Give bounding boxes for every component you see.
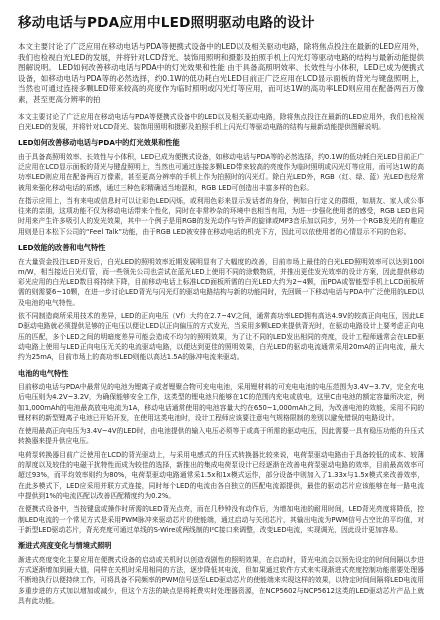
paragraph: 在指示应用上，当有来电或信息时可以让彩色LED闪烁，或利用色彩来显示发话者的身份，例如自行定义的群组，如朋友、家人或公事往来的亲朋，这项功能不仅为移动电话带来个性化，同时在非常吵杂的环境中也相当有用，为进一步强化使用者的感受，RGB LED也同时用来产生许多吸引人的发光效果，其中一个例子是用RGB的发光动作与铃声的旋律或MP3音乐加以同步，另外一个RGB发光的有趣应用则是日本松下公司的“Feel Talk”功能，由于RGB LED被安排在移动电话的机壳下方，因此可以依使用者的心情显示不同的色彩。 [18, 196, 424, 236]
paragraph: 在便携式设备中，当按键盘或操作时所需的LED背光点亮，而在几秒钟没有动作后，为增加电池的耐用时间，LED背光亮度将降低，控制LED电流的一个常见方式是采用PWM脉冲来驱动芯片的使能端，通过启动与关闭芯片，其输出电流为PWM信号占空比的平均值，对于新型LED驱动芯片，背光亮度可通过单线的S-Wire或两线制的I²C接口来调整，改变LED电流，实现调光，因此设计更加容易。 [18, 505, 424, 534]
section-heading: LED如何改善移动电话与PDA中的灯光效果和性能 [18, 138, 180, 148]
paragraph: 电荷泵转换器目前广泛使用在LCD的背光驱动上，与采用电感式的升压式转换器比较来说，电荷泵驱动电路由于具备较低的成本、较薄的厚度以及较佳的电磁干扰特性而成为较佳的选择，新推出的集成电荷泵设计已经逐渐在改善电荷泵驱动电路的效率，目前最高效率可超过93%，而平均效率则约为80%，电荷泵驱动电路通常采1.5x和1x模式运作，部分设备中则加入了1.33x与1.5x模式来改善效率，在此多模式下，LED应采用并联方式连接，同时每个LED的电流由各自独立的匹配电流源提供，最佳的驱动芯片应该能够在每一路电流中提供到1%的电流匹配以改善匹配精度约为0.2%。 [18, 450, 424, 500]
section-battery-characteristics [18, 369, 424, 536]
section-led-efficiency [18, 243, 424, 362]
intro-paragraph: 本文主要讨论了广泛应用在移动电话与PDA等便携式设备中的LED以及相关驱动电路，除将焦点投注在最新的LED应用外，我们也检视白光LED的发展，并将针对LCD背光、装饰用照明和摄影及拍照手机上闪光灯等驱动电路的结构与最新动能提供图解说明。 [18, 112, 424, 131]
paragraph: 渐进式亮度变化主要应用在便携式设备的启动或关机时以创造戏剧性的照明效果，在启动时，背光电流会以预先设定的时间间隔以步进方式逐渐增加到最大值，同样在关机时采用相同的方法，逐步降低其电流，但如果通过软件方式来实现渐进式亮度控制功能需要处理器不断地执行以便持续工作，可将具备不同频率的PWM信号送至LED驱动芯片的使能端来实现这样的效果，以特定时间间隔将LED电流用多重步进的方式加以增加或减少，但这个方法的缺点是将耗费实时处理器资源，在NCP5602与NCP5612这类的LED驱动芯片产品上就具有此功能。 [18, 555, 424, 605]
section-led-lighting-improvement [18, 138, 424, 237]
section-heading: 电池的电气特性 [18, 368, 69, 378]
summary-paragraph: 本文主要讨论了广泛应用在移动电话与PDA等便携式设备中的LED以及相关驱动电路，除将焦点投注在最新的LED应用外，我们也检视白光LED的发展，并将针对LCD背光、装饰用照明和摄影及拍照手机上闪光灯等驱动电路的结构与最新动能提供图解说明。 LED如何改善移动电话与PDA中的灯光效果和性能 由于具备高照明效率、长效性与小体积，LED已成为便携式设备，如移动电话与PDA等的必然选择，约0.1W的低功耗白光LED目前正广泛应用在LCD显示面板的背光与键盘照明上，当然也可通过连接多颗LED带来较高的亮度作为临时照明或闪光灯等应用，而可达1W的高功率LED则应用在配备两百万像素，甚至更高分辨率的拍 [18, 42, 424, 104]
section-heading: 渐进式亮度变化与情境式照明 [18, 541, 112, 551]
section-progressive-brightness [18, 541, 424, 606]
paragraph: 依不同制造商所采用技术的差异，LED的正向电压（Vf）大约在2.7~4V之间，通常高功率LED拥有高达4.9V的较高正向电压，因此LED驱动电路就必须提供足够的正电压以便让LED以正向偏压的方式发光，当采用多颗LED来提供背光时，在驱动电路设计上要考虑正向电压的匹配，多个LED之间的明暗度差异可能会造成不均匀的照明效果，为了让不同的LED发出相同的亮度，设计工程师通常会在LED驱动电路上使用与LED正向电压无关的电流驱动电路，以便达到更佳的照明效果，白光LED的驱动电流通常采用20mA的正向电流，最大约为25mA，目前市场上的高功率LED则能以高达1.5A的脉冲电流来驱动。 [18, 312, 424, 362]
paragraph: 目前移动电话与PDA中最常见的电池为锂离子或者锂聚合物可充电电池，采用锂材料的可充电电池的电压范围为3.4V~3.7V，完全充电后电压则为4.2V~3.2V，为确保能够安全工作，这类型的锂电池只能够在1C的范围内充电或放电，这里C由电池的额定容量所决定，例如1,000mAh的电池最高放电电流为1A，移动电话通常使用的电池容量大约在650~1,000mAh之间，为改善电池的效能，采用不同的锂材料的新型锂离子电池已开始开发，在使用这类电池时，设计工程师应该要注意电气规格限制的差别以避免错误的电路设计。 [18, 383, 424, 422]
paragraph: 在使用最高正向电压为3.4V~4V的LED时，由电池提供的输入电压必须等于或高于所需的驱动电压，因此需要一具有稳压功能的升压式转换器来提升供应电压。 [18, 427, 424, 446]
section-heading: LED效能的改善和电气特性 [18, 243, 106, 253]
page-title: 移动电话与PDA应用中LED照明驱动电路的设计 [18, 15, 315, 31]
paragraph: 在大量资金投注LED开发后，白光LED的照明效率近期发展明显有了大幅度的改善，目前市场上最佳的白光LED照明效率可以达到100lm/W，相当接近日光灯管，而一些领先公司也尝试在蓝光LED上使用不同的涂敷物质，并推出更佳发光效率的设计方案，因此提供移动彩光应用的白光LED数目将持续下降，目前移动电话上标准LCD面板所需的白光LED大约为2~4颗，而PDA或智能型手机上LCD面板所需的则需要6~10颗，在进一步讨论LED背光与闪光灯的驱动电路结构与新的功能同时，先回顾一下移动电话与PDA中广泛使用的LED以及电池的电气特性。 [18, 257, 424, 307]
paragraph: 由于具备高照明效率、长效性与小体积，LED已成为便携式设备，如移动电话与PDA等的必然选择，约0.1W的低功耗白光LED目前正广泛应用在LCD显示面板的背光与键盘照明上，当然也可通过连接多颗LED带来较高的亮度作为临时照明或闪光灯等应用，而可达1W的高功率LED则应用在配备两百万像素，甚至更高分辨率的手机上作为拍照时的闪光灯。除白光LED外，RGB（红、绿、蓝）光LED也经常被用来强化移动电话的质感，通过三种色彩精确适当地混和，RGB LED可创造出丰富多样的色彩。 [18, 152, 424, 192]
